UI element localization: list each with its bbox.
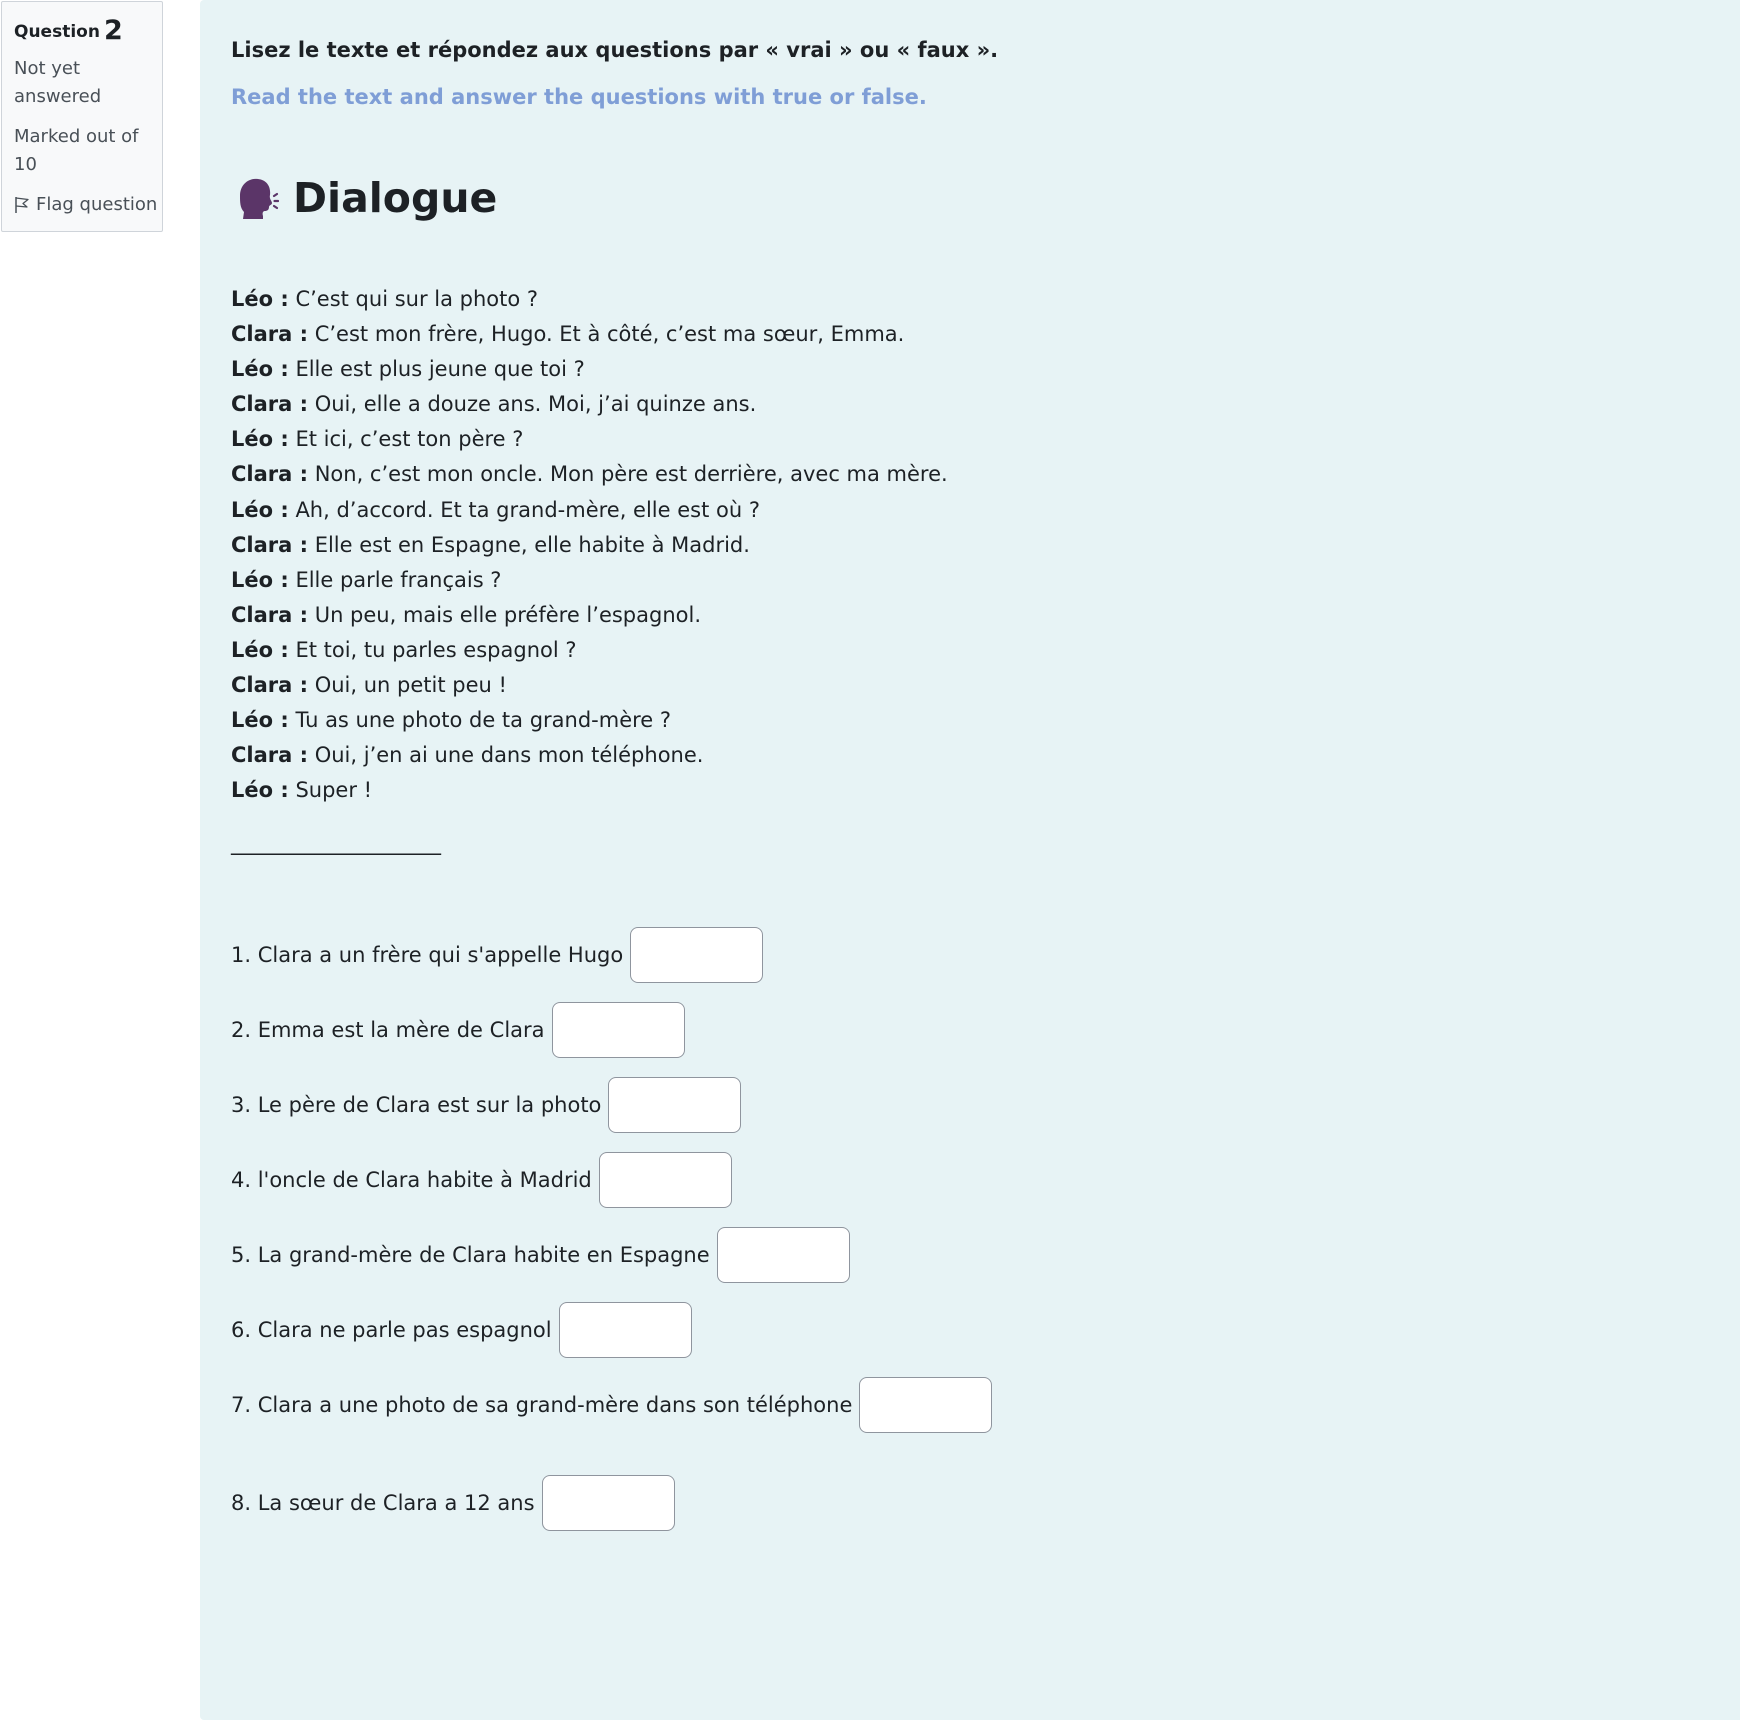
- question-text: 1. Clara a un frère qui s'appelle Hugo: [231, 943, 624, 967]
- question-label: Question: [14, 22, 100, 42]
- question-number-heading: [14, 13, 162, 49]
- question-item: [231, 1076, 741, 1134]
- dialogue-line: [231, 282, 948, 317]
- dialogue-title: Dialogue: [293, 174, 498, 222]
- question-text: 7. Clara a une photo de sa grand-mère dans son téléphone: [231, 1393, 853, 1417]
- answer-input[interactable]: [559, 1302, 692, 1358]
- flag-question-label: Flag question: [36, 194, 158, 215]
- dialogue-text: Oui, elle a douze ans. Moi, j’ai quinze ans.: [308, 392, 757, 417]
- state-line-1: Not yet: [14, 58, 81, 79]
- speaker-name: Clara :: [231, 532, 309, 557]
- question-text: 4. l'oncle de Clara habite à Madrid: [231, 1168, 592, 1192]
- question-item: [231, 926, 763, 984]
- dialogue-text: C’est mon frère, Hugo. Et à côté, c’est ma sœur, Emma.: [308, 322, 905, 347]
- speaker-name: Léo :: [231, 427, 289, 452]
- answer-input[interactable]: [552, 1002, 685, 1058]
- question-text: 8. La sœur de Clara a 12 ans: [231, 1491, 535, 1515]
- dialogue-text: Elle est plus jeune que toi ?: [288, 357, 585, 382]
- dialogue-line: [231, 703, 948, 738]
- question-content: [200, 0, 1740, 1720]
- answer-input[interactable]: [717, 1227, 850, 1283]
- question-text: 6. Clara ne parle pas espagnol: [231, 1318, 552, 1342]
- dialogue-text: Un peu, mais elle préfère l’espagnol.: [308, 602, 702, 627]
- dialogue-text: Super !: [288, 778, 373, 803]
- speaker-name: Léo :: [231, 287, 289, 311]
- speaker-name: Clara :: [231, 743, 309, 768]
- dialogue-text: Et toi, tu parles espagnol ?: [288, 637, 577, 662]
- answer-input[interactable]: [608, 1077, 741, 1133]
- speaker-name: Léo :: [231, 637, 289, 662]
- dialogue-text: Oui, j’en ai une dans mon téléphone.: [308, 743, 704, 768]
- dialogue-text: Elle parle français ?: [288, 567, 502, 592]
- speaker-name: Clara :: [231, 602, 309, 627]
- dialogue-line: [231, 387, 948, 422]
- answer-input[interactable]: [599, 1152, 732, 1208]
- dialogue-line: [231, 317, 948, 352]
- question-item: [231, 1301, 692, 1359]
- speaker-name: Léo :: [231, 778, 289, 803]
- question-info-panel: [1, 1, 163, 232]
- flag-icon: [14, 196, 30, 214]
- question-text: 5. La grand-mère de Clara habite en Espagne: [231, 1243, 710, 1267]
- dialogue-heading: [231, 168, 497, 228]
- speaker-name: Léo :: [231, 497, 289, 522]
- dialogue-text: Oui, un petit peu !: [308, 673, 507, 698]
- question-text: 2. Emma est la mère de Clara: [231, 1018, 545, 1042]
- question-grade: [14, 123, 162, 179]
- question-item: [231, 1226, 850, 1284]
- dialogue-text: Non, c’est mon oncle. Mon père est derrière, avec ma mère.: [308, 462, 948, 487]
- dialogue-line: [231, 668, 948, 703]
- dialogue-transcript: [231, 282, 948, 808]
- answer-input[interactable]: [630, 927, 763, 983]
- grade-line-2: 10: [14, 154, 37, 175]
- speaker-name: Clara :: [231, 392, 309, 417]
- speaker-name: Clara :: [231, 673, 309, 698]
- speaker-name: Léo :: [231, 357, 289, 382]
- question-state: [14, 55, 162, 111]
- dialogue-line: [231, 528, 948, 563]
- dialogue-text: Et ici, c’est ton père ?: [288, 427, 524, 452]
- answer-input[interactable]: [542, 1475, 675, 1531]
- dialogue-text: C’est qui sur la photo ?: [288, 287, 539, 311]
- dialogue-line: [231, 457, 948, 492]
- dialogue-line: [231, 422, 948, 457]
- question-number: 2: [103, 15, 123, 46]
- flag-question-link[interactable]: [14, 193, 162, 217]
- speaker-name: Clara :: [231, 462, 309, 487]
- speaker-name: Léo :: [231, 708, 289, 733]
- grade-line-1: Marked out of: [14, 126, 139, 147]
- question-item: [231, 1474, 675, 1532]
- separator-line: ____________________: [231, 831, 441, 855]
- dialogue-line: [231, 633, 948, 668]
- speaker-name: Léo :: [231, 567, 289, 592]
- dialogue-line: [231, 598, 948, 633]
- state-line-2: answered: [14, 86, 102, 107]
- instruction-french: Lisez le texte et répondez aux questions par « vrai » ou « faux ».: [231, 38, 999, 62]
- question-item: [231, 1151, 732, 1209]
- dialogue-text: Elle est en Espagne, elle habite à Madrid.: [308, 532, 750, 557]
- dialogue-line: [231, 738, 948, 773]
- instruction-english: Read the text and answer the questions with true or false.: [231, 85, 927, 109]
- answer-input[interactable]: [859, 1377, 992, 1433]
- dialogue-text: Tu as une photo de ta grand-mère ?: [288, 708, 672, 733]
- dialogue-line: [231, 493, 948, 528]
- question-item: [231, 1376, 992, 1434]
- question-text: 3. Le père de Clara est sur la photo: [231, 1093, 602, 1117]
- dialogue-line: [231, 563, 948, 598]
- question-item: [231, 1001, 685, 1059]
- dialogue-line: [231, 773, 948, 808]
- speaker-name: Clara :: [231, 322, 309, 347]
- dialogue-line: [231, 352, 948, 387]
- speaking-head-icon: [231, 174, 279, 222]
- dialogue-text: Ah, d’accord. Et ta grand-mère, elle est où ?: [288, 497, 760, 522]
